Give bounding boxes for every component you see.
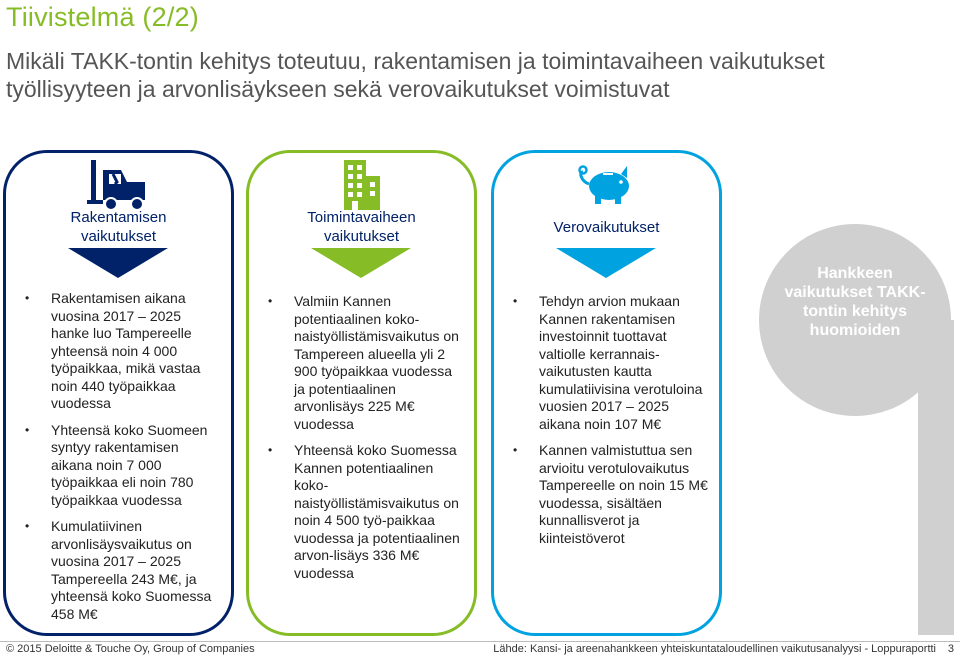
list-item: • Rakentamisen aikana vuosina 2017 – 2025 hanke luo Tampereelle yhteensä noin 4 000 työpaikkaa, mikä vastaa noin 440 työpaikkaa vuodessa	[25, 290, 220, 413]
footer-divider	[0, 641, 960, 642]
bullet-list	[268, 293, 463, 591]
building-icon	[342, 160, 382, 210]
down-arrow-icon	[68, 248, 168, 278]
list-item: • Tehdyn arvion mukaan Kannen rakentamisen investoinnit tuottavat valtiolle kerrannais-vaikutusten kautta kumulatiivisina verotuloina vuosien 2017 – 2025 aikana noin 107 M€	[513, 293, 713, 433]
down-arrow-icon	[311, 248, 411, 278]
list-item: • Yhteensä koko Suomeen syntyy rakentamisen aikana noin 7 000 työpaikkaa eli noin 780 työpaikkaa vuodessa	[25, 422, 220, 510]
bullet-list	[25, 290, 220, 632]
side-summary-text: Hankkeen vaikutukset TAKK-tontin kehitys huomioiden	[784, 265, 926, 339]
list-item: • Yhteensä koko Suomessa Kannen potentiaalinen koko-naistyöllistämisvaikutus on noin 4 500 työ-paikkaa vuodessa ja potentiaalinen arvon-lisäys 336 M€ vuodessa	[268, 442, 463, 582]
column-heading: Toimintavaiheen vaikutukset	[307, 209, 416, 245]
forklift-icon	[87, 160, 151, 212]
bullet-list	[513, 293, 713, 556]
footer-copyright: © 2015 Deloitte & Touche Oy, Group of Companies	[6, 643, 255, 655]
page-title: Tiivistelmä (2/2)	[6, 2, 199, 32]
list-item: • Valmiin Kannen potentiaalinen koko-naistyöllistämisvaikutus on Tampereen alueella yli 2 900 työpaikkaa vuodessa ja potentiaalinen arvonlisäys 225 M€ vuodessa	[268, 293, 463, 433]
page-number: 3	[947, 643, 954, 655]
list-item: • Kannen valmistuttua sen arvioitu verotulovaikutus Tampereelle on noin 15 M€ vuodessa, sisältäen kunnallisverot ja kiinteistöverot	[513, 442, 713, 547]
down-arrow-icon	[556, 248, 656, 278]
footer-source: Lähde: Kansi- ja areenahankkeen yhteiskuntataloudellinen vaikutusanalyysi - Loppuraportti	[493, 643, 936, 655]
list-item: • Kumulatiivinen arvonlisäysvaikutus on vuosina 2017 – 2025 Tampereella 243 M€, ja yhteensä koko Suomessa 458 M€	[25, 518, 220, 623]
column-heading: Rakentamisen vaikutukset	[70, 209, 167, 245]
piggy-bank-icon	[575, 160, 639, 208]
page-subtitle: Mikäli TAKK-tontin kehitys toteutuu, rakentamisen ja toimintavaiheen vaikutukset työllisyyteen ja arvonlisäykseen sekä verovaikutukset voimistuvat	[6, 48, 825, 102]
column-heading: Verovaikutukset	[553, 219, 660, 236]
